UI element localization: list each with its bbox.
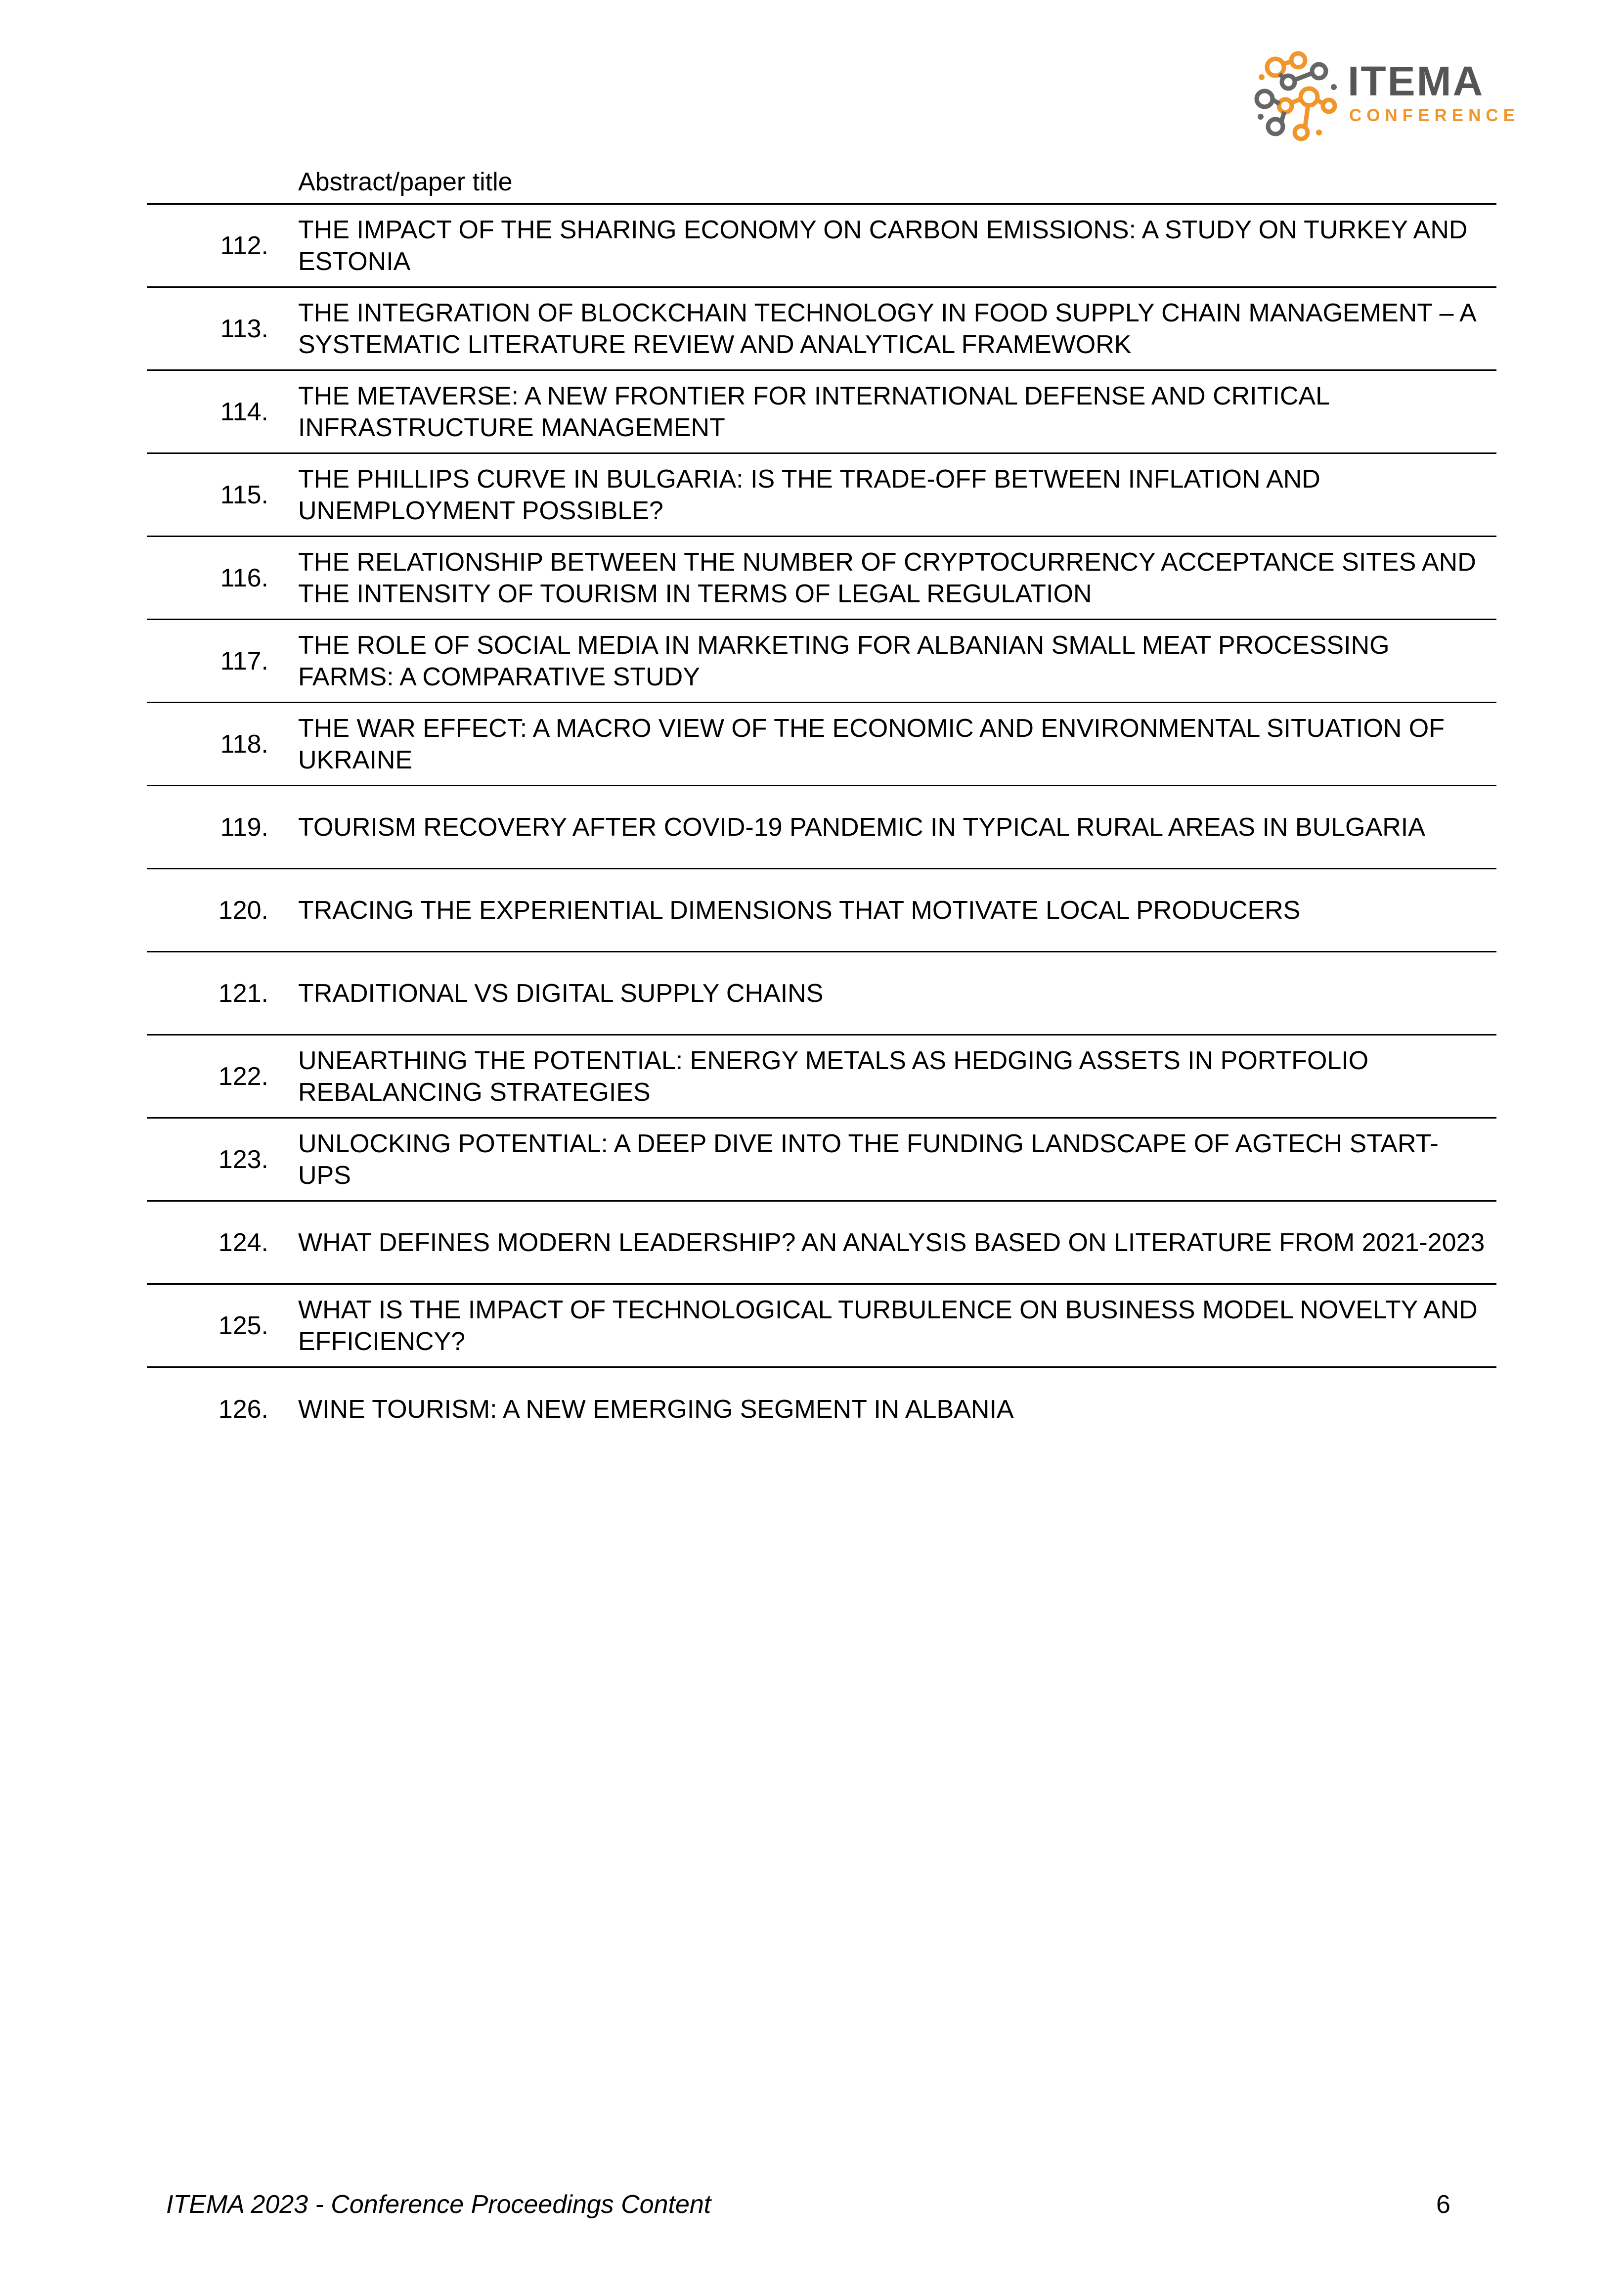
toc-number: 112. [220, 231, 268, 260]
toc-number: 119. [220, 812, 268, 842]
toc-title: WHAT IS THE IMPACT OF TECHNOLOGICAL TURBULENCE ON BUSINESS MODEL NOVELTY AND EFFICIENCY? [298, 1295, 1478, 1356]
toc-number: 114. [220, 397, 268, 426]
toc-row [147, 1368, 1496, 1451]
toc-number: 123. [218, 1145, 268, 1174]
itema-logo-mark-icon [1250, 47, 1344, 146]
toc-title: UNLOCKING POTENTIAL: A DEEP DIVE INTO THE FUNDING LANDSCAPE OF AGTECH START-UPS [298, 1129, 1439, 1190]
toc-table [147, 161, 1496, 1451]
toc-row [147, 1202, 1496, 1285]
toc-number: 126. [218, 1395, 268, 1424]
footer-title: ITEMA 2023 - Conference Proceedings Content [166, 2190, 711, 2219]
toc-title: THE ROLE OF SOCIAL MEDIA IN MARKETING FOR ALBANIAN SMALL MEAT PROCESSING FARMS: A COMPARATIVE STUDY [298, 630, 1390, 691]
toc-title: THE INTEGRATION OF BLOCKCHAIN TECHNOLOGY IN FOOD SUPPLY CHAIN MANAGEMENT – A SYSTEMATIC LITERATURE REVIEW AND ANALYTICAL FRAMEWORK [298, 298, 1475, 359]
toc-row [147, 786, 1496, 869]
toc-title: THE METAVERSE: A NEW FRONTIER FOR INTERNATIONAL DEFENSE AND CRITICAL INFRASTRUCTURE MANAGEMENT [298, 381, 1329, 442]
page-number: 6 [1436, 2190, 1450, 2219]
toc-number: 122. [218, 1062, 268, 1091]
toc-row [147, 1035, 1496, 1119]
toc-number: 125. [218, 1311, 268, 1340]
toc-row [147, 1285, 1496, 1368]
logo-name: ITEMA [1348, 58, 1485, 104]
toc-title: THE IMPACT OF THE SHARING ECONOMY ON CARBON EMISSIONS: A STUDY ON TURKEY AND ESTONIA [298, 215, 1468, 276]
toc-number: 121. [218, 979, 268, 1008]
toc-number: 124. [218, 1228, 268, 1257]
toc-title: TOURISM RECOVERY AFTER COVID-19 PANDEMIC IN TYPICAL RURAL AREAS IN BULGARIA [298, 812, 1425, 842]
toc-number: 116. [220, 563, 268, 592]
logo-subtitle: CONFERENCE [1349, 106, 1520, 125]
toc-title: WHAT DEFINES MODERN LEADERSHIP? AN ANALYSIS BASED ON LITERATURE FROM 2021-2023 [298, 1228, 1485, 1257]
toc-row [147, 1119, 1496, 1202]
toc-title: THE RELATIONSHIP BETWEEN THE NUMBER OF CRYPTOCURRENCY ACCEPTANCE SITES AND THE INTENSITY OF TOURISM IN TERMS OF LEGAL REGULATION [298, 547, 1476, 608]
toc-row [147, 288, 1496, 371]
toc-column-header: Abstract/paper title [298, 168, 513, 196]
toc-row [147, 454, 1496, 537]
toc-row [147, 703, 1496, 786]
toc-row [147, 620, 1496, 703]
toc-title: THE WAR EFFECT: A MACRO VIEW OF THE ECONOMIC AND ENVIRONMENTAL SITUATION OF UKRAINE [298, 714, 1445, 774]
toc-title: WINE TOURISM: A NEW EMERGING SEGMENT IN ALBANIA [298, 1395, 1014, 1424]
itema-logo [1250, 47, 1520, 151]
toc-header [147, 161, 1496, 205]
toc-row [147, 537, 1496, 620]
toc-title: UNEARTHING THE POTENTIAL: ENERGY METALS AS HEDGING ASSETS IN PORTFOLIO REBALANCING STRATEGIES [298, 1046, 1369, 1107]
toc-row [147, 952, 1496, 1035]
toc-row [147, 205, 1496, 288]
toc-number: 118. [220, 729, 268, 759]
toc-title: TRACING THE EXPERIENTIAL DIMENSIONS THAT MOTIVATE LOCAL PRODUCERS [298, 896, 1301, 925]
toc-number: 120. [218, 896, 268, 925]
toc-title: THE PHILLIPS CURVE IN BULGARIA: IS THE TRADE-OFF BETWEEN INFLATION AND UNEMPLOYMENT POSSIBLE? [298, 464, 1320, 525]
toc-row [147, 869, 1496, 952]
toc-number: 115. [220, 480, 268, 509]
toc-row [147, 371, 1496, 454]
toc-title: TRADITIONAL VS DIGITAL SUPPLY CHAINS [298, 979, 824, 1008]
toc-number: 117. [220, 646, 268, 675]
toc-number: 113. [220, 314, 268, 343]
